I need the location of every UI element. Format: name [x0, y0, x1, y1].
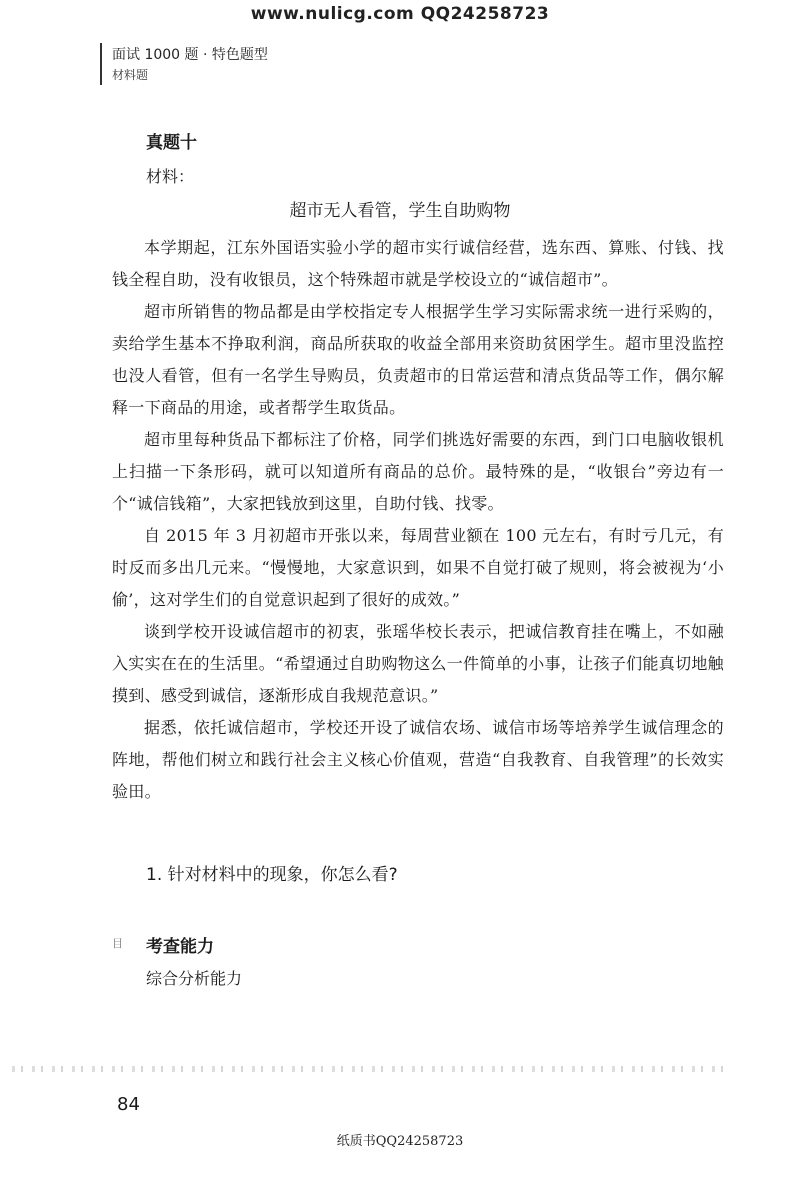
- paragraph: 本学期起，江东外国语实验小学的超市实行诚信经营，选东西、算账、付钱、找钱全程自助，没有收银员，这个特殊超市就是学校设立的“诚信超市”。: [112, 238, 724, 289]
- article-title: 超市无人看管，学生自助购物: [289, 201, 511, 221]
- article-body: [112, 232, 724, 808]
- paragraph: 自 2015 年 3 月初超市开张以来，每周营业额在 100 元左右，有时亏几元，有时反而多出几元来。“慢慢地，大家意识到，如果不自觉打破了规则，将会被视为‘小偷’，这对学生们的自觉意识起到了很好的成效。”: [112, 526, 724, 609]
- section-title: 真题十: [146, 133, 197, 153]
- header-subtitle: 材料题: [112, 68, 149, 82]
- page-number: 84: [117, 1094, 140, 1115]
- scan-artifact: [12, 1066, 732, 1072]
- material-label: 材料：: [146, 167, 195, 186]
- question: 1. 针对材料中的现象，你怎么看?: [146, 865, 398, 885]
- header-divider: [100, 43, 102, 85]
- ability-title: 考查能力: [146, 937, 214, 957]
- watermark-bottom: 纸质书QQ24258723: [336, 1134, 464, 1149]
- header-title: 面试 1000 题 · 特色题型: [112, 47, 268, 63]
- paragraph: 超市所销售的物品都是由学校指定专人根据学生学习实际需求统一进行采购的，卖给学生基本不挣取利润，商品所获取的收益全部用来资助贫困学生。超市里没监控也没人看管，但有一名学生导购员，负责超市的日常运营和清点货品等工作，偶尔解释一下商品的用途，或者帮学生取货品。: [112, 302, 724, 417]
- paragraph: 谈到学校开设诚信超市的初衷，张瑶华校长表示，把诚信教育挂在嘴上，不如融入实实在在的生活里。“希望通过自助购物这么一件简单的小事，让孩子们能真切地触摸到、感受到诚信，逐渐形成自我规范意识。”: [112, 622, 724, 705]
- ability-value: 综合分析能力: [146, 969, 243, 988]
- watermark-top: www.nulicg.com QQ24258723: [250, 4, 550, 24]
- paragraph: 据悉，依托诚信超市，学校还开设了诚信农场、诚信市场等培养学生诚信理念的阵地，帮他们树立和践行社会主义核心价值观，营造“自我教育、自我管理”的长效实验田。: [112, 718, 724, 801]
- ability-icon: 目: [112, 937, 123, 950]
- paragraph: 超市里每种货品下都标注了价格，同学们挑选好需要的东西，到门口电脑收银机上扫描一下条形码，就可以知道所有商品的总价。最特殊的是，“收银台”旁边有一个“诚信钱箱”，大家把钱放到这里，自助付钱、找零。: [112, 430, 724, 513]
